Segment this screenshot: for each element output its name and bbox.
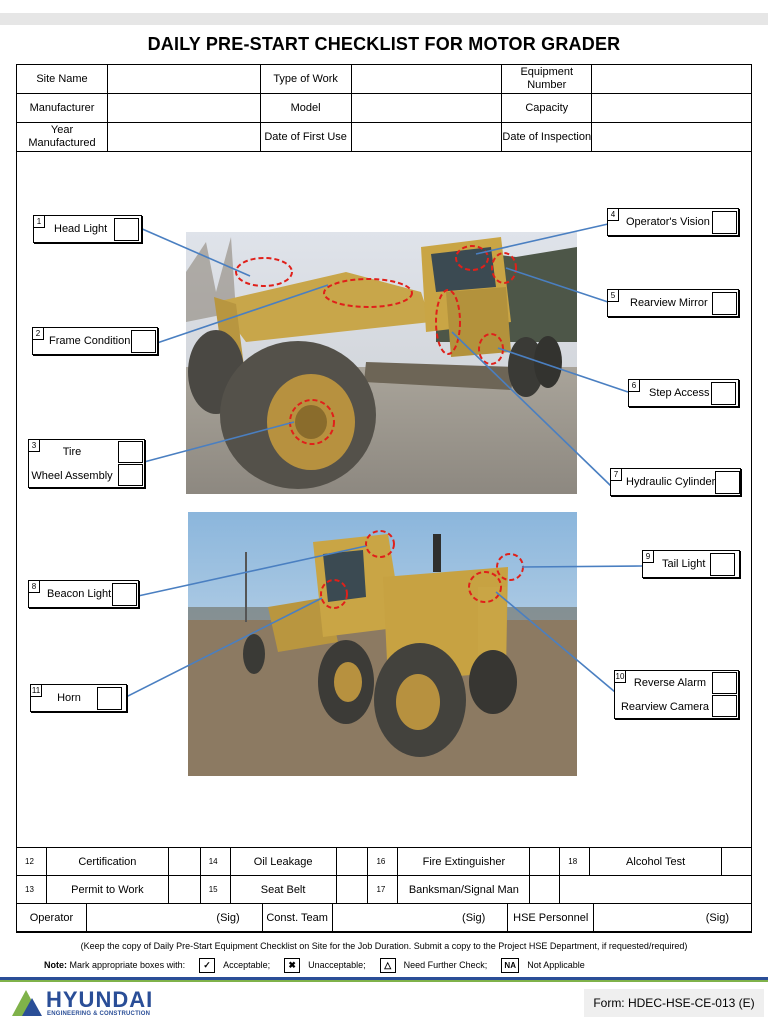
seat-belt-checkbox[interactable] (336, 876, 368, 904)
na-icon: NA (501, 958, 519, 973)
fire-extinguisher-checkbox[interactable] (530, 848, 560, 876)
operator-signature[interactable]: (Sig) (86, 904, 262, 933)
alcohol-test-checkbox[interactable] (722, 848, 752, 876)
tire-checkbox[interactable] (118, 441, 143, 463)
frame-condition-checkbox[interactable] (131, 330, 156, 353)
wheel-assembly-checkbox[interactable] (118, 464, 143, 486)
banksman-checkbox[interactable] (530, 876, 560, 904)
hydraulic-cylinder-checkbox[interactable] (715, 471, 740, 494)
permit-to-work-checkbox[interactable] (168, 876, 200, 904)
check-item-reverse-alarm: 10 Reverse Alarm Rearview Camera (614, 670, 739, 719)
form-number: Form: HDEC-HSE-CE-013 (E) (584, 989, 764, 1017)
check-item-tire-wheel: 3 Tire Wheel Assembly (28, 439, 145, 488)
hyundai-logo: HYUNDAI ENGINEERING & CONSTRUCTION (12, 988, 182, 1022)
capacity-label: Capacity (502, 94, 592, 123)
const-team-signature[interactable]: (Sig) (332, 904, 508, 933)
beacon-light-checkbox[interactable] (112, 583, 137, 606)
x-mark-icon: ✖ (284, 958, 300, 973)
triangle-icon: △ (380, 958, 396, 973)
year-manufactured-label: Year Manufactured (17, 123, 108, 152)
page-title: DAILY PRE-START CHECKLIST FOR MOTOR GRADER (147, 34, 621, 54)
hse-personnel-signature[interactable]: (Sig) (594, 904, 752, 933)
site-name-label: Site Name (17, 65, 108, 94)
check-item-step-access: 6 Step Access (628, 379, 739, 407)
reverse-alarm-checkbox[interactable] (712, 672, 737, 694)
certification-checkbox[interactable] (168, 848, 200, 876)
tail-light-checkbox[interactable] (710, 553, 735, 576)
equipment-number-label: Equipment Number (502, 65, 592, 94)
check-item-frame-condition: 2 Frame Condition (32, 327, 158, 355)
step-access-checkbox[interactable] (711, 382, 736, 405)
check-item-rearview-mirror: 5 Rearview Mirror (607, 289, 739, 317)
legend-note: Note: Mark appropriate boxes with: ✓ Acceptable; ✖ Unacceptable; △ Need Further Check; NA Not Applicable (44, 957, 585, 973)
date-inspection-label: Date of Inspection (502, 123, 592, 152)
check-item-horn: 11 Horn (30, 684, 127, 712)
head-light-checkbox[interactable] (114, 218, 139, 241)
date-first-use-label: Date of First Use (260, 123, 351, 152)
model-label: Model (260, 94, 351, 123)
check-item-tail-light: 9 Tail Light (642, 550, 740, 578)
horn-checkbox[interactable] (97, 687, 122, 710)
operators-vision-checkbox[interactable] (712, 211, 737, 234)
type-of-work-label: Type of Work (260, 65, 351, 94)
check-item-operators-vision: 4 Operator's Vision (607, 208, 739, 236)
footer-stripe-green (0, 980, 768, 982)
additional-checks-table: 12 Certification 14 Oil Leakage 16 Fire Extinguisher 18 Alcohol Test 13 Permit to Work 15 Seat Belt 17 Banksman/Signal Man (16, 847, 752, 904)
signature-table: Operator (Sig) Const. Team (Sig) HSE Personnel (Sig) (16, 903, 752, 933)
oil-leakage-checkbox[interactable] (336, 848, 368, 876)
manufacturer-label: Manufacturer (17, 94, 108, 123)
check-item-beacon-light: 8 Beacon Light (28, 580, 139, 608)
footnote: (Keep the copy of Daily Pre-Start Equipment Checklist on Site for the Job Duration. Submit a copy to the Project HSE Department, if requested/required) (80, 941, 688, 951)
rearview-camera-checkbox[interactable] (712, 695, 737, 717)
check-item-head-light: 1 Head Light (33, 215, 142, 243)
check-mark-icon: ✓ (199, 958, 215, 973)
empty-cell (560, 876, 752, 904)
check-item-hydraulic-cylinder: 7 Hydraulic Cylinder (610, 468, 741, 496)
rearview-mirror-checkbox[interactable] (712, 292, 737, 315)
